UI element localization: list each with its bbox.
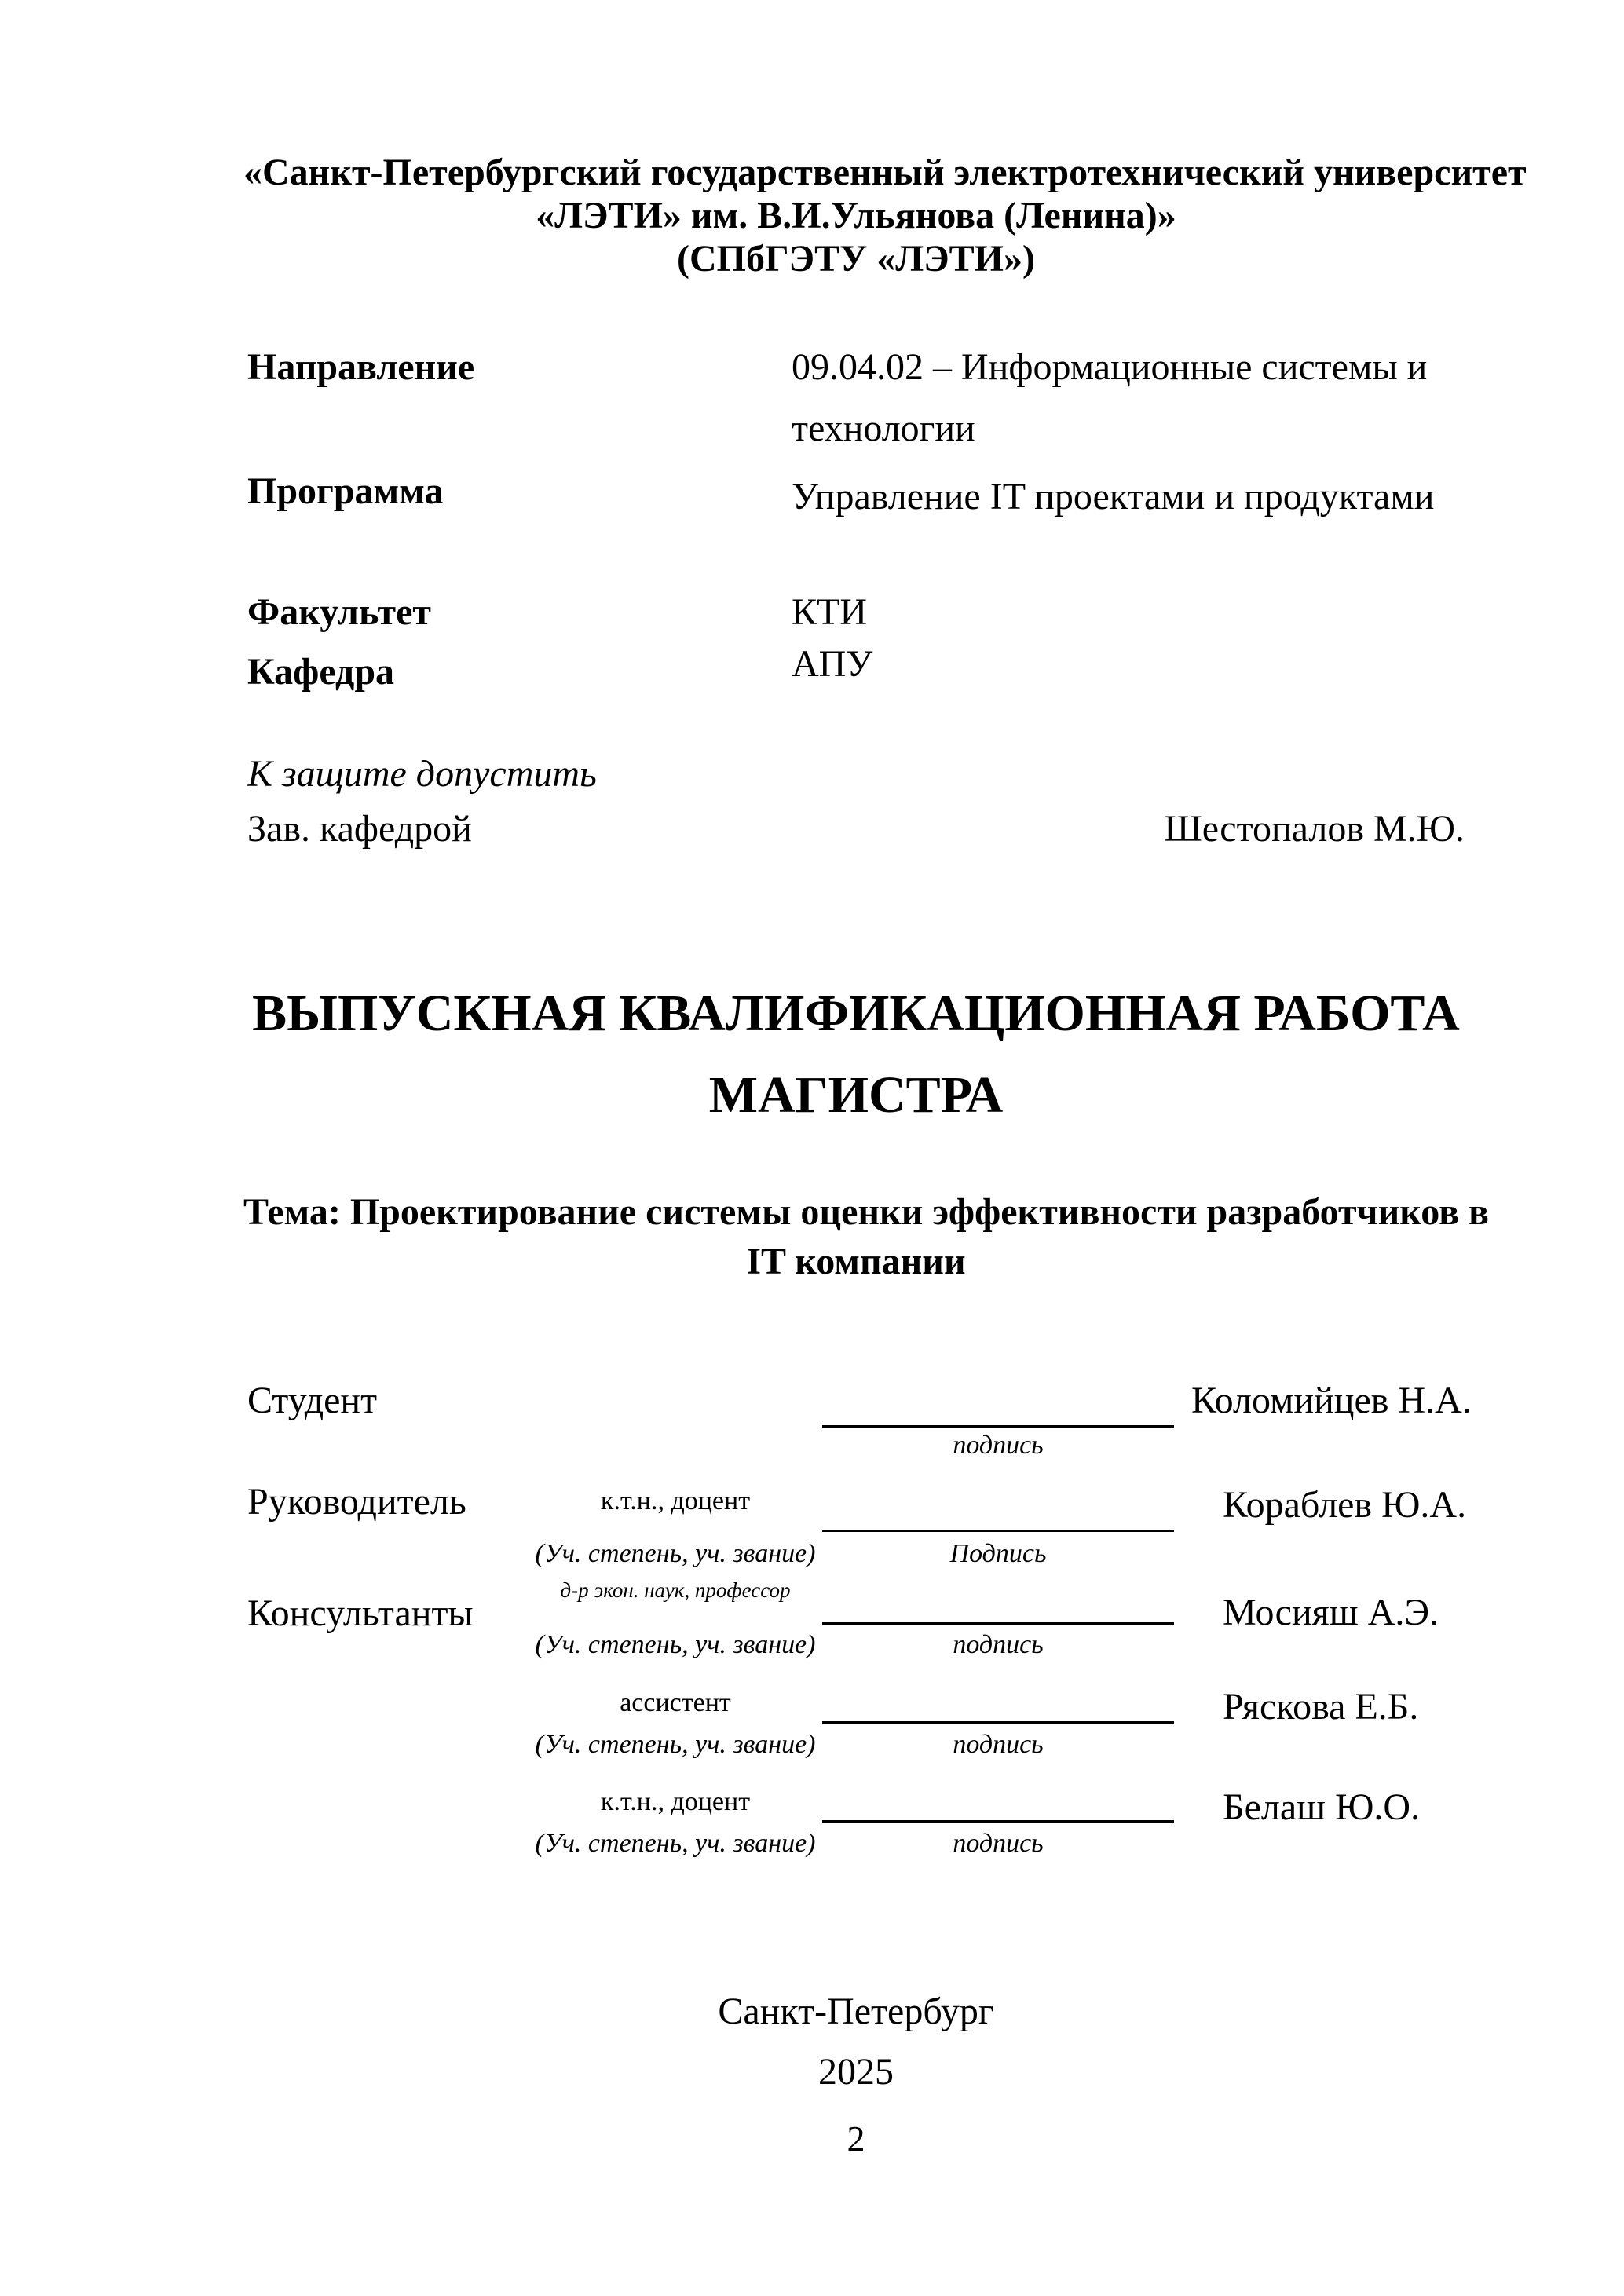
university-abbreviation: (СПбГЭТУ «ЛЭТИ») <box>677 238 1035 280</box>
program-value: Управление IT проектами и продуктами <box>792 476 1435 517</box>
theme-line2: IT компании <box>746 1241 966 1282</box>
degree-caption: (Уч. степень, уч. звание) <box>535 1630 816 1659</box>
signature-caption: подпись <box>953 1630 1044 1659</box>
faculty-label: Факультет <box>247 591 431 633</box>
signature-line <box>822 1622 1174 1625</box>
signature-caption: Подпись <box>949 1539 1047 1568</box>
signature-row-degree: ассистент <box>620 1688 731 1717</box>
department-head-label: Зав. кафедрой <box>247 808 472 850</box>
faculty-value: КТИ <box>792 591 867 633</box>
department-label: Кафедра <box>247 651 395 693</box>
signature-row-name: Белаш Ю.О. <box>1223 1786 1421 1828</box>
signature-row-name: Мосияш А.Э. <box>1223 1592 1439 1633</box>
signature-line <box>822 1820 1174 1823</box>
signature-line <box>822 1530 1174 1532</box>
work-title-line1: ВЫПУСКНАЯ КВАЛИФИКАЦИОННАЯ РАБОТА <box>252 985 1460 1042</box>
signature-row-degree: д-р экон. наук, профессор <box>560 1578 791 1602</box>
signature-caption: подпись <box>953 1730 1044 1759</box>
program-label: Программа <box>247 470 444 512</box>
direction-value-line1: 09.04.02 – Информационные системы и <box>792 346 1428 388</box>
department-head-name: Шестопалов М.Ю. <box>1164 808 1465 850</box>
signature-row-name: Кораблев Ю.А. <box>1223 1484 1467 1526</box>
signature-row-name: Коломийцев Н.А. <box>1191 1380 1472 1421</box>
department-value: АПУ <box>792 643 873 685</box>
page-number: 2 <box>847 2119 865 2159</box>
direction-label: Направление <box>247 346 475 388</box>
work-title-line2: МАГИСТРА <box>708 1066 1004 1124</box>
footer-city: Санкт-Петербург <box>718 1991 994 2032</box>
signature-row-degree: к.т.н., доцент <box>600 1486 751 1515</box>
theme-line1: Тема: Проектирование системы оценки эффективности разработчиков в <box>243 1191 1489 1233</box>
university-name-line1: «Санкт-Петербургский государственный электротехнический университет <box>243 152 1527 193</box>
signature-caption: подпись <box>953 1829 1044 1858</box>
degree-caption: (Уч. степень, уч. звание) <box>535 1730 816 1759</box>
university-name-line2: «ЛЭТИ» им. В.И.Ульянова (Ленина)» <box>536 195 1176 236</box>
signature-row-degree: к.т.н., доцент <box>600 1787 751 1816</box>
signature-row-role: Руководитель <box>247 1481 466 1523</box>
direction-value-line2: технологии <box>792 408 975 449</box>
signature-row-name: Ряскова Е.Б. <box>1223 1686 1419 1727</box>
degree-caption: (Уч. степень, уч. звание) <box>535 1539 816 1568</box>
admit-to-defense-line: К защите допустить <box>247 753 597 795</box>
signature-row-role: Студент <box>247 1380 378 1421</box>
footer-year: 2025 <box>818 2051 894 2093</box>
university-header <box>243 151 1527 280</box>
signature-row-role: Консультанты <box>247 1592 474 1634</box>
degree-caption: (Уч. степень, уч. звание) <box>535 1829 816 1858</box>
signature-caption: подпись <box>953 1431 1044 1460</box>
signature-line <box>822 1721 1174 1724</box>
signature-line <box>822 1425 1174 1428</box>
